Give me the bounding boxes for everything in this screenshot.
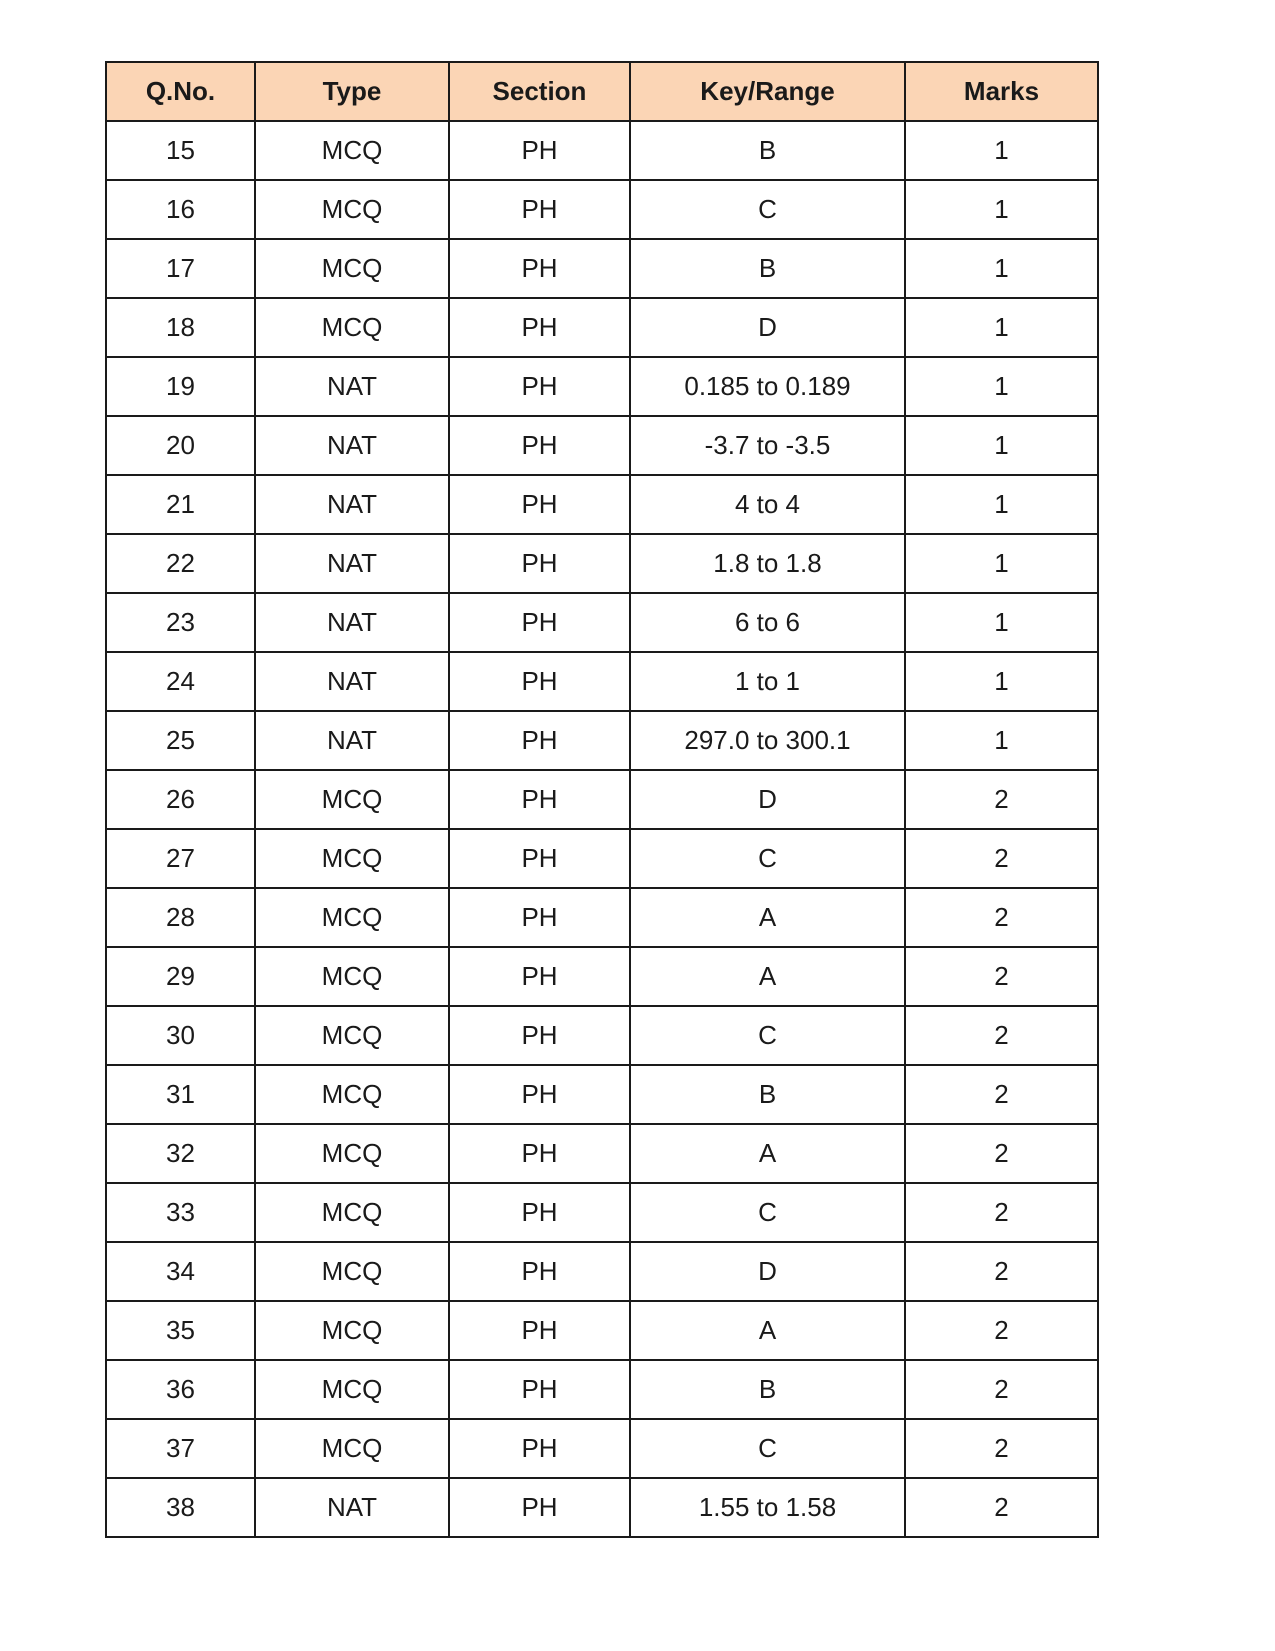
cell-qno: 37 [106, 1419, 255, 1478]
header-qno: Q.No. [106, 62, 255, 121]
cell-key-range: 1.8 to 1.8 [630, 534, 905, 593]
header-section: Section [449, 62, 630, 121]
cell-section: PH [449, 239, 630, 298]
cell-type: MCQ [255, 1419, 449, 1478]
cell-qno: 16 [106, 180, 255, 239]
cell-type: MCQ [255, 239, 449, 298]
cell-key-range: C [630, 180, 905, 239]
cell-marks: 2 [905, 947, 1098, 1006]
cell-section: PH [449, 1124, 630, 1183]
cell-qno: 17 [106, 239, 255, 298]
cell-section: PH [449, 1301, 630, 1360]
cell-key-range: D [630, 770, 905, 829]
cell-type: MCQ [255, 1360, 449, 1419]
cell-section: PH [449, 357, 630, 416]
cell-marks: 1 [905, 121, 1098, 180]
cell-section: PH [449, 711, 630, 770]
cell-type: MCQ [255, 770, 449, 829]
table-row [106, 1478, 1098, 1537]
cell-qno: 25 [106, 711, 255, 770]
cell-key-range: 6 to 6 [630, 593, 905, 652]
cell-marks: 2 [905, 1478, 1098, 1537]
cell-qno: 18 [106, 298, 255, 357]
cell-type: MCQ [255, 1183, 449, 1242]
cell-marks: 1 [905, 711, 1098, 770]
table-row [106, 180, 1098, 239]
cell-marks: 1 [905, 298, 1098, 357]
header-type: Type [255, 62, 449, 121]
cell-qno: 19 [106, 357, 255, 416]
table-row [106, 711, 1098, 770]
cell-qno: 31 [106, 1065, 255, 1124]
cell-key-range: D [630, 1242, 905, 1301]
cell-key-range: -3.7 to -3.5 [630, 416, 905, 475]
cell-section: PH [449, 1065, 630, 1124]
cell-qno: 38 [106, 1478, 255, 1537]
table-row [106, 593, 1098, 652]
cell-key-range: 1.55 to 1.58 [630, 1478, 905, 1537]
cell-qno: 20 [106, 416, 255, 475]
table-row [106, 888, 1098, 947]
cell-section: PH [449, 298, 630, 357]
cell-key-range: B [630, 121, 905, 180]
cell-key-range: 297.0 to 300.1 [630, 711, 905, 770]
table-row [106, 1242, 1098, 1301]
cell-qno: 26 [106, 770, 255, 829]
cell-marks: 2 [905, 1065, 1098, 1124]
cell-section: PH [449, 180, 630, 239]
cell-key-range: B [630, 1360, 905, 1419]
cell-qno: 34 [106, 1242, 255, 1301]
cell-key-range: A [630, 947, 905, 1006]
cell-marks: 2 [905, 1124, 1098, 1183]
cell-qno: 22 [106, 534, 255, 593]
table-row [106, 1419, 1098, 1478]
cell-section: PH [449, 1242, 630, 1301]
cell-key-range: 1 to 1 [630, 652, 905, 711]
cell-marks: 1 [905, 593, 1098, 652]
header-key-range: Key/Range [630, 62, 905, 121]
cell-qno: 24 [106, 652, 255, 711]
cell-type: MCQ [255, 121, 449, 180]
cell-marks: 2 [905, 1419, 1098, 1478]
table-row [106, 1065, 1098, 1124]
cell-key-range: C [630, 1183, 905, 1242]
cell-marks: 2 [905, 1006, 1098, 1065]
cell-type: MCQ [255, 1065, 449, 1124]
cell-qno: 32 [106, 1124, 255, 1183]
answer-key-table [105, 61, 1099, 1538]
cell-section: PH [449, 416, 630, 475]
table-row [106, 239, 1098, 298]
cell-marks: 2 [905, 770, 1098, 829]
cell-marks: 1 [905, 534, 1098, 593]
cell-key-range: 0.185 to 0.189 [630, 357, 905, 416]
cell-marks: 1 [905, 357, 1098, 416]
cell-marks: 1 [905, 416, 1098, 475]
header-marks: Marks [905, 62, 1098, 121]
table-row [106, 416, 1098, 475]
cell-section: PH [449, 593, 630, 652]
cell-qno: 15 [106, 121, 255, 180]
table-row [106, 652, 1098, 711]
cell-section: PH [449, 947, 630, 1006]
cell-key-range: B [630, 239, 905, 298]
table-header-row [106, 62, 1098, 121]
cell-key-range: C [630, 829, 905, 888]
table-row [106, 1006, 1098, 1065]
table-row [106, 534, 1098, 593]
cell-type: MCQ [255, 1006, 449, 1065]
cell-section: PH [449, 475, 630, 534]
cell-type: MCQ [255, 180, 449, 239]
cell-type: NAT [255, 652, 449, 711]
cell-section: PH [449, 652, 630, 711]
cell-qno: 30 [106, 1006, 255, 1065]
cell-marks: 2 [905, 1360, 1098, 1419]
cell-type: NAT [255, 357, 449, 416]
cell-type: NAT [255, 711, 449, 770]
cell-qno: 23 [106, 593, 255, 652]
cell-section: PH [449, 1360, 630, 1419]
cell-qno: 27 [106, 829, 255, 888]
cell-key-range: A [630, 1124, 905, 1183]
cell-section: PH [449, 770, 630, 829]
cell-marks: 2 [905, 829, 1098, 888]
cell-key-range: A [630, 1301, 905, 1360]
cell-type: NAT [255, 475, 449, 534]
cell-qno: 35 [106, 1301, 255, 1360]
cell-section: PH [449, 534, 630, 593]
cell-type: MCQ [255, 947, 449, 1006]
table-row [106, 1360, 1098, 1419]
cell-marks: 1 [905, 475, 1098, 534]
cell-marks: 2 [905, 1183, 1098, 1242]
cell-type: MCQ [255, 1124, 449, 1183]
cell-type: MCQ [255, 829, 449, 888]
cell-type: NAT [255, 534, 449, 593]
cell-marks: 2 [905, 888, 1098, 947]
cell-section: PH [449, 1478, 630, 1537]
table-row [106, 1124, 1098, 1183]
cell-section: PH [449, 1419, 630, 1478]
cell-marks: 2 [905, 1242, 1098, 1301]
table-row [106, 947, 1098, 1006]
table-row [106, 1301, 1098, 1360]
cell-key-range: A [630, 888, 905, 947]
table-row [106, 829, 1098, 888]
cell-type: NAT [255, 593, 449, 652]
cell-type: MCQ [255, 1301, 449, 1360]
cell-section: PH [449, 829, 630, 888]
cell-type: MCQ [255, 1242, 449, 1301]
cell-section: PH [449, 1006, 630, 1065]
cell-key-range: B [630, 1065, 905, 1124]
cell-type: NAT [255, 416, 449, 475]
cell-key-range: C [630, 1006, 905, 1065]
cell-qno: 36 [106, 1360, 255, 1419]
cell-section: PH [449, 1183, 630, 1242]
table-row [106, 475, 1098, 534]
table-row [106, 298, 1098, 357]
cell-marks: 1 [905, 652, 1098, 711]
cell-qno: 21 [106, 475, 255, 534]
table-row [106, 1183, 1098, 1242]
cell-type: MCQ [255, 888, 449, 947]
cell-qno: 29 [106, 947, 255, 1006]
table-row [106, 357, 1098, 416]
cell-type: NAT [255, 1478, 449, 1537]
cell-key-range: D [630, 298, 905, 357]
cell-section: PH [449, 121, 630, 180]
table-row [106, 770, 1098, 829]
cell-key-range: 4 to 4 [630, 475, 905, 534]
table-body [106, 121, 1098, 1537]
cell-key-range: C [630, 1419, 905, 1478]
cell-marks: 1 [905, 180, 1098, 239]
cell-type: MCQ [255, 298, 449, 357]
table-row [106, 121, 1098, 180]
cell-section: PH [449, 888, 630, 947]
cell-marks: 2 [905, 1301, 1098, 1360]
cell-marks: 1 [905, 239, 1098, 298]
cell-qno: 33 [106, 1183, 255, 1242]
cell-qno: 28 [106, 888, 255, 947]
